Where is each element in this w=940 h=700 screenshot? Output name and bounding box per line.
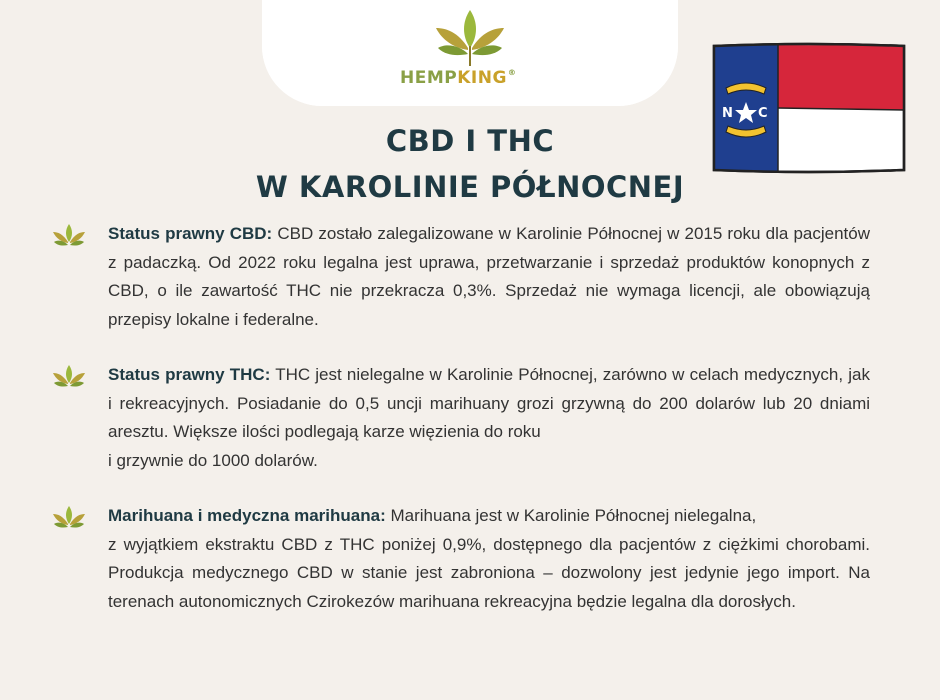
section-heading: Status prawny THC: bbox=[108, 365, 271, 384]
north-carolina-flag-icon bbox=[708, 40, 908, 176]
paragraph-line: i grzywnie do 1000 dolarów. bbox=[108, 450, 318, 470]
section-heading: Marihuana i medyczna marihuana: bbox=[108, 506, 386, 525]
brand-part-king: KING bbox=[457, 68, 507, 88]
flag-letter-c: C bbox=[758, 106, 768, 121]
section-paragraph bbox=[108, 220, 870, 334]
paragraph-line: Marihuana jest w Karolinie Północnej nielegalna, bbox=[390, 506, 757, 525]
paragraph-line: dla pacjentów z padaczką. Od 2022 roku legalna jest uprawa, przetwarzanie i sprzedaż bbox=[108, 224, 870, 272]
paragraph-line: będzie legalna dla dorosłych. bbox=[576, 591, 796, 611]
hemp-leaf-bullet-icon bbox=[52, 504, 86, 530]
paragraph-line: THC jest nielegalne w Karolinie Północnej, zarówno w celach bbox=[275, 365, 739, 384]
section-paragraph bbox=[108, 502, 870, 616]
brand-logo-text bbox=[400, 68, 550, 88]
paragraph-line: CBD zostało zalegalizowane w Karolinie Północnej w 2015 roku bbox=[277, 224, 761, 243]
hemp-leaf-bullet-icon bbox=[52, 222, 86, 248]
section-heading: Status prawny CBD: bbox=[108, 224, 273, 243]
paragraph-line: 200 dolarów lub 20 dniami aresztu. Większe ilości podlegają karze więzienia do roku bbox=[108, 393, 871, 442]
hemp-leaf-bullet-icon bbox=[52, 363, 86, 389]
title-line-2: W KAROLINIE PÓŁNOCNEJ bbox=[255, 170, 685, 204]
paragraph-line: medycznych, jak i rekreacyjnych. Posiadanie do 0,5 uncji marihuany grozi grzywną do bbox=[108, 365, 870, 413]
flag-letter-n: N bbox=[722, 106, 733, 121]
paragraph-line: wymaga licencji, ale obowiązują przepisy lokalne i federalne. bbox=[108, 281, 870, 329]
paragraph-line: chorobami. Produkcja medycznego CBD w stanie jest zabroniona – dozwolony jest bbox=[108, 534, 870, 583]
hemp-leaf-logo-icon bbox=[432, 6, 508, 68]
title-line-1: CBD I THC bbox=[385, 124, 555, 158]
paragraph-line: produktów konopnych z CBD, o ile zawartość THC nie przekracza 0,3%. Sprzedaż nie bbox=[108, 252, 871, 301]
paragraph-line: z wyjątkiem ekstraktu CBD z THC poniżej 0,9%, dostępnego dla pacjentów z ciężkimi bbox=[108, 534, 779, 554]
registered-mark: ® bbox=[507, 68, 517, 77]
page-title bbox=[200, 118, 740, 210]
brand-part-hemp: HEMP bbox=[400, 68, 458, 88]
paragraph-line: jedynie jego import. Na terenach autonomicznych Czirokezów marihuana rekreacyjna bbox=[108, 563, 870, 611]
section-paragraph bbox=[108, 361, 870, 475]
